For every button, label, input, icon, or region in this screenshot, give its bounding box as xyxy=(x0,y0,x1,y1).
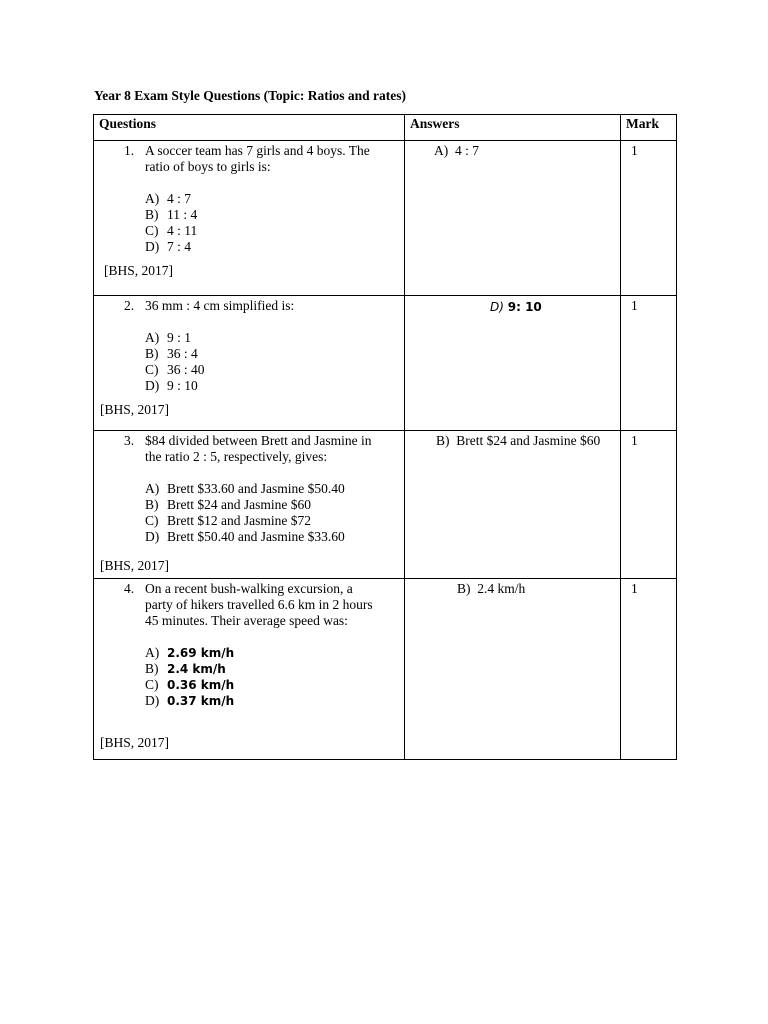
option-item: A) 4 : 7 xyxy=(145,191,192,206)
option-item: B) 36 : 4 xyxy=(145,346,198,361)
mark-cell xyxy=(621,296,677,431)
answer-text: A) 4 : 7 xyxy=(434,143,480,158)
option-item: B) 11 : 4 xyxy=(145,207,198,222)
mark-value: 1 xyxy=(631,581,638,596)
question-text: $84 divided between Brett and Jasmine in the ratio 2 : 5, respectively, gives: xyxy=(145,433,372,464)
question-cell xyxy=(94,579,405,760)
option-item: D) 0.37 km/h xyxy=(145,693,235,708)
question-cell xyxy=(94,296,405,431)
option-item: D) 9 : 10 xyxy=(145,378,198,393)
header-mark: Mark xyxy=(621,115,677,141)
answer-cell xyxy=(405,141,621,296)
page-title: Year 8 Exam Style Questions (Topic: Ratios and rates) xyxy=(94,88,407,103)
mark-value: 1 xyxy=(631,433,638,448)
option-list xyxy=(145,191,404,255)
question-number: 4. xyxy=(124,581,135,596)
question-source: [BHS, 2017] xyxy=(100,402,170,417)
table-row xyxy=(94,141,677,296)
option-item: B) Brett $24 and Jasmine $60 xyxy=(145,497,311,512)
question-text: A soccer team has 7 girls and 4 boys. The ratio of boys to girls is: xyxy=(145,143,370,174)
table-row xyxy=(94,579,677,760)
option-item: C) 36 : 40 xyxy=(145,362,205,377)
question-number: 1. xyxy=(124,143,135,158)
questions-table xyxy=(93,114,677,760)
option-item: D) 7 : 4 xyxy=(145,239,192,254)
mark-cell xyxy=(621,431,677,579)
option-item: A) 2.69 km/h xyxy=(145,645,235,660)
question-cell xyxy=(94,141,405,296)
option-item: D) Brett $50.40 and Jasmine $33.60 xyxy=(145,529,345,544)
header-questions: Questions xyxy=(94,115,405,141)
option-item: C) Brett $12 and Jasmine $72 xyxy=(145,513,311,528)
question-number: 2. xyxy=(124,298,135,313)
question-source: [BHS, 2017] xyxy=(104,263,174,278)
question-source: [BHS, 2017] xyxy=(100,558,170,573)
mark-value: 1 xyxy=(631,298,638,313)
option-list xyxy=(145,645,404,709)
mark-cell xyxy=(621,579,677,760)
option-item: A) Brett $33.60 and Jasmine $50.40 xyxy=(145,481,345,496)
answer-text: B) Brett $24 and Jasmine $60 xyxy=(436,433,601,448)
option-list xyxy=(145,481,404,545)
question-text: On a recent bush-walking excursion, a party of hikers travelled 6.6 km in 2 hours 45 minutes. Their average speed was: xyxy=(145,581,373,628)
question-source: [BHS, 2017] xyxy=(100,735,170,750)
answer-cell xyxy=(405,431,621,579)
answer-text: B) 2.4 km/h xyxy=(457,581,526,596)
answer-text: D) 9: 10 xyxy=(490,300,542,314)
table-header-row xyxy=(94,115,677,141)
option-item: C) 0.36 km/h xyxy=(145,677,235,692)
mark-value: 1 xyxy=(631,143,638,158)
answer-cell xyxy=(405,296,621,431)
question-text: 36 mm : 4 cm simplified is: xyxy=(145,298,295,313)
question-cell xyxy=(94,431,405,579)
table-row xyxy=(94,431,677,579)
option-item: B) 2.4 km/h xyxy=(145,661,226,676)
question-number: 3. xyxy=(124,433,135,448)
option-item: A) 9 : 1 xyxy=(145,330,192,345)
answer-cell xyxy=(405,579,621,760)
header-answers: Answers xyxy=(405,115,621,141)
table-row xyxy=(94,296,677,431)
mark-cell xyxy=(621,141,677,296)
option-list xyxy=(145,330,404,394)
option-item: C) 4 : 11 xyxy=(145,223,198,238)
